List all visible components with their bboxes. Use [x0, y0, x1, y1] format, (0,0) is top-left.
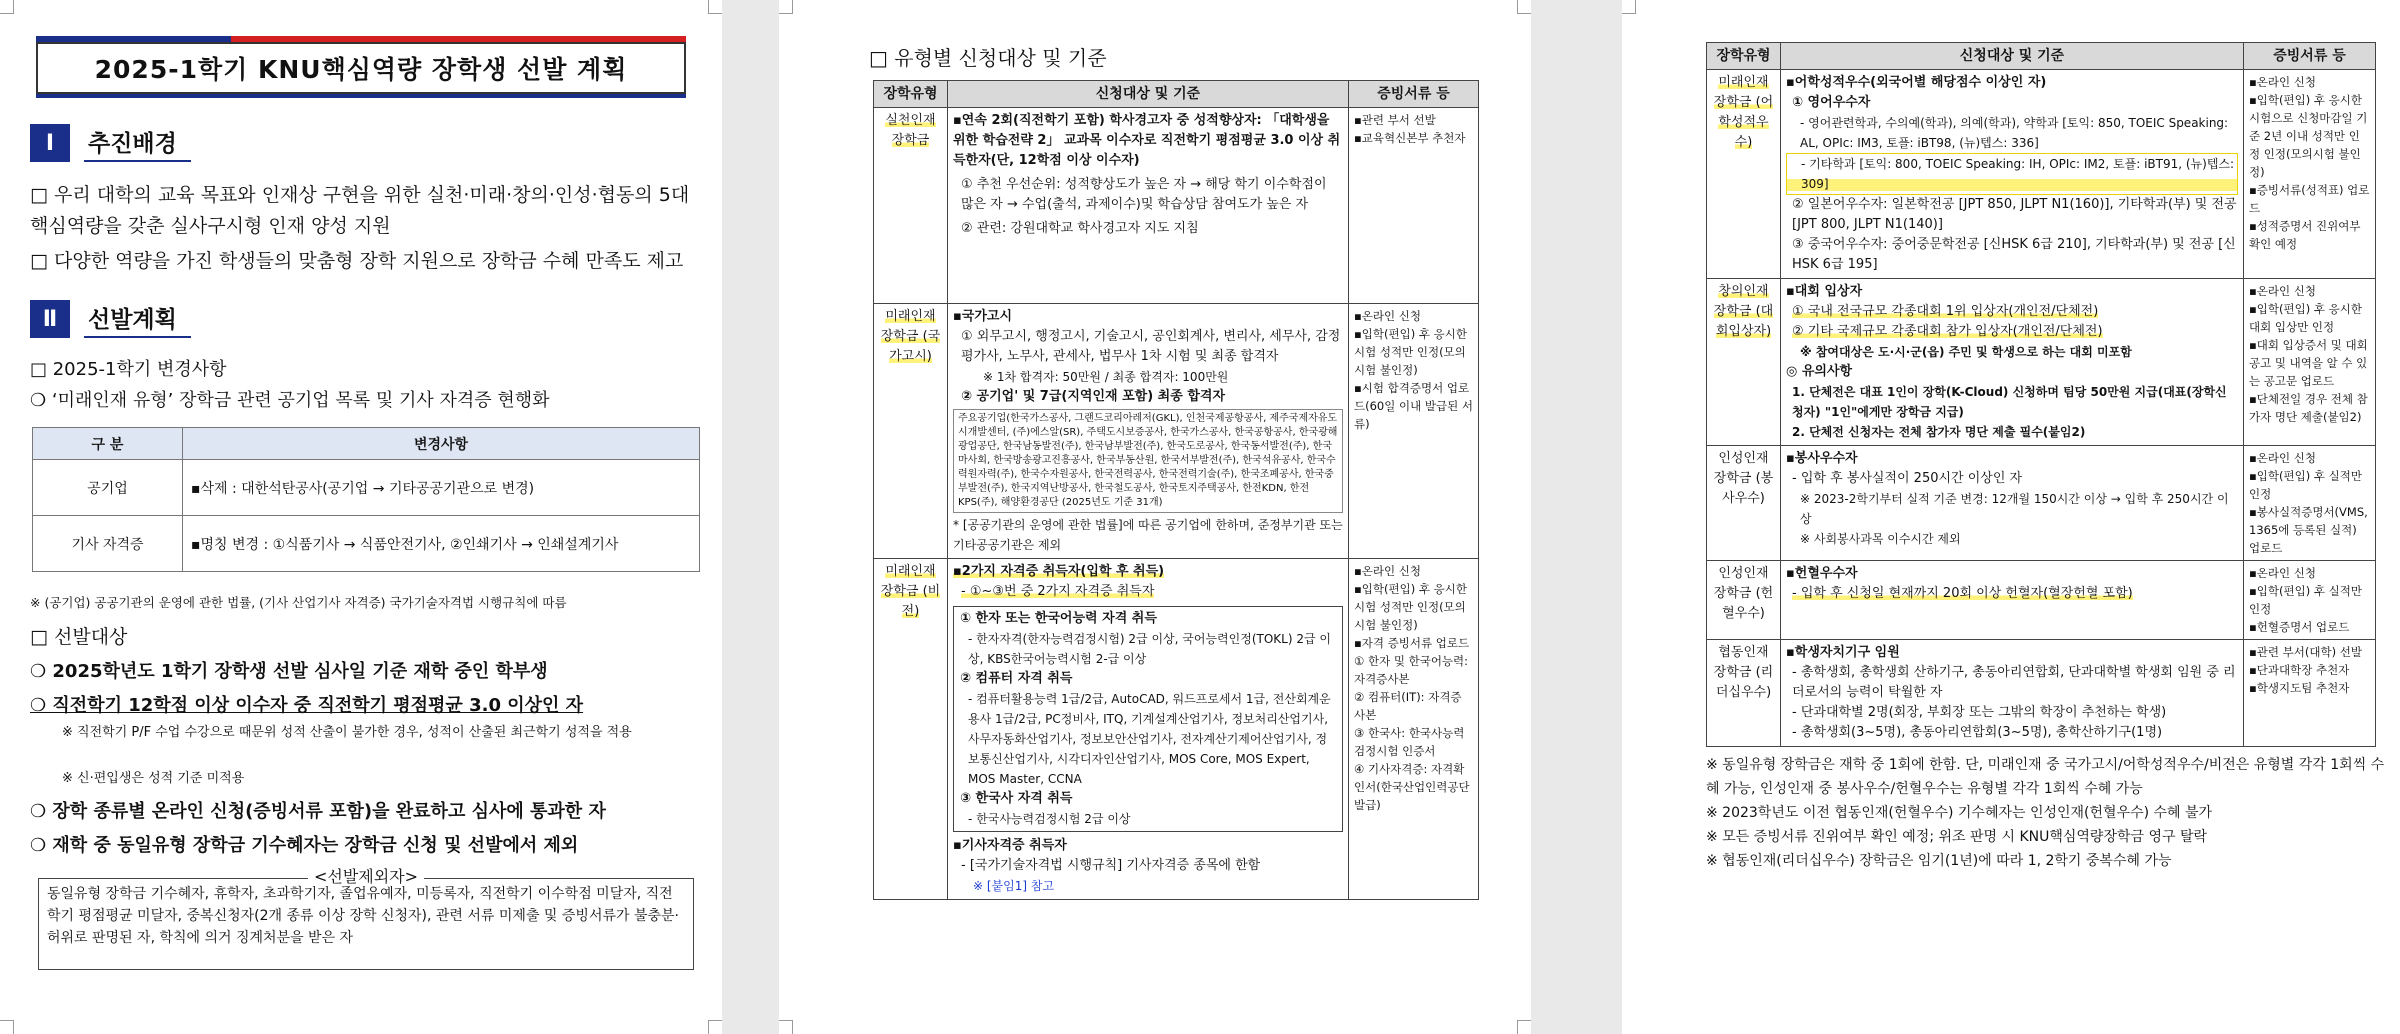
crop-mark — [0, 1020, 14, 1034]
table-header: 장학유형 — [1707, 43, 1781, 70]
title-bar-bottom — [36, 94, 686, 98]
criteria-cell: ▪대회 입상자 ① 국내 전국규모 각종대회 1위 입상자(개인전/단체전) ② 기타 국제규모 각종대회 참가 입상자(개인전/단체전) ※ 참여대상은 도·시·군(읍) 주민 및 학생으로 하는 대회 미포함 ◎ 유의사항 1. 단체전은 대표 1인이 장학(K-Cloud) 신청하며 팀당 50만원 지급(대표(장학신청자) "1인"에게만 장학금 지급) 2. 단체전 신청자는 전체 참가자 명단 제출 필수(붙임2) — [1781, 279, 2244, 446]
section-heading: □ 유형별 신청대상 및 기준 — [869, 46, 1107, 70]
footnote: ※ 동일유형 장학금은 재학 중 1회에 한함. 단, 미래인재 중 국가고시/어학성적우수/비전은 유형별 각각 1회씩 수혜 가능, 인성인재 중 봉사우수/헌혈우수는 유형별 각각 1회씩 수혜 가능 — [1706, 757, 2385, 797]
scholarship-table — [873, 80, 1479, 900]
background-bullet-1: □ 우리 대학의 교육 목표와 인재상 구현을 위한 실천·미래·창의·인성·협동의 5대 핵심역량을 갖춘 실사구시형 인재 양성 지원 — [30, 184, 690, 237]
type-cell: 미래인재 장학금 (어학성적우수) — [1707, 70, 1781, 279]
table-row — [874, 559, 1479, 900]
type-cell: 실천인재 장학금 — [874, 108, 948, 304]
document-page-2 — [779, 0, 1531, 1034]
exclusion-box — [38, 867, 694, 970]
table-row — [1707, 446, 2376, 561]
table-cell: ▪삭제 : 대한석탄공사(공기업 → 기타공공기관으로 변경) — [183, 460, 700, 516]
criteria-cell: ▪헌혈우수자 - 입학 후 신청일 현재까지 20회 이상 헌혈자(혈장헌혈 포함) — [1781, 561, 2244, 640]
section-heading-1 — [30, 124, 191, 162]
crop-mark — [1517, 0, 1531, 14]
exclusion-text: 동일유형 장학금 기수혜자, 휴학자, 초과학기자, 졸업유예자, 미등록자, 직전학기 이수학점 미달자, 직전학기 평점평균 미달자, 중복신청자(2개 종류 이상 장학 신청자), 관련 서류 미제출 및 증빙서류가 불충분·허위로 판명된 자, 학칙에 의거 징계처분을 받은 자 — [47, 886, 679, 946]
evidence-cell: ▪관련 부서 선발 ▪교육혁신본부 추천자 — [1349, 108, 1479, 304]
criteria-cell: ▪국가고시 ① 외무고시, 행정고시, 기술고시, 공인회계사, 변리사, 세무사, 감정평가사, 노무사, 관세사, 법무사 1차 시험 및 최종 합격자 ※ 1차 합격자: 50만원 / 최종 합격자: 100만원 ② 공기업' 및 7급(지역인재 포함) 최종 합격자 주요공기업(한국가스공사, 그랜드코리아레저(GKL), 인천국제공항공사, 제주국제자유도시개발센터, (주)에스알(SR), 주택도시보증공사, 한국가스공사, 한국공항공사, 한국광해광업공단, 한국남동발전(주), 한국남부발전(주), 한국도로공사, 한국동서발전(주), 한국마사회, 한국방송광고진흥공사, 한국부동산원, 한국서부발전(주), 한국석유공사, 한국수력원자력(주), 한국수자원공사, 한국전력공사, 한국전력기술(주), 한국조폐공사, 한국중부발전(주), 한국지역난방공사, 한국철도공사, 한국토지주택공사, 한전KDN, 한전KPS(주), 해양환경공단 (2025년도 기준 31개) * [공공기관의 운영에 관한 법률]에 따른 공기업에 한하며, 준정부기관 또는 기타공공기관은 제외 — [948, 304, 1349, 559]
certificate-box: ① 한자 또는 한국어능력 자격 취득 - 한자자격(한자능력검정시험) 2급 이상, 국어능력인정(TOKL) 2급 이상, KBS한국어능력시험 2-급 이상 ② 컴퓨터 자격 취득 - 컴퓨터활용능력 1급/2급, AutoCAD, 워드프로세서 1급, 전산회계운용사 1급/2급, PC정비사, ITQ, 기계설계산업기사, 정보처리산업기사, 사무자동화산업기사, 정보보안산업기사, 전자계산기제어산업기사, 정보통신산업기사, 시각디자인산업기사, MOS Core, MOS Expert, MOS Master, CCNA ③ 한국사 자격 취득 - 한국사능력검정시험 2급 이상 — [953, 606, 1343, 832]
target-item-3: ❍ 장학 종류별 온라인 신청(증빙서류 포함)을 완료하고 심사에 통과한 자 — [30, 801, 606, 822]
footnote: ※ 2023학년도 이전 협동인재(헌혈우수) 기수혜자는 인성인재(헌혈우수) 수혜 불가 — [1706, 805, 2213, 821]
crop-mark — [0, 0, 14, 14]
target-note-2: ※ 신·편입생은 성적 기준 미적용 — [62, 771, 245, 786]
crop-mark — [779, 0, 793, 14]
page-title: 2025-1학기 KNU핵심역량 장학생 선발 계획 — [36, 42, 686, 94]
section-number: Ⅰ — [30, 124, 70, 162]
section-heading-2 — [30, 300, 191, 338]
table-header: 구 분 — [33, 428, 183, 460]
evidence-cell: ▪온라인 신청 ▪입학(편입) 후 실적만 인정 ▪봉사실적증명서(VMS, 1365에 등록된 실적) 업로드 — [2244, 446, 2376, 561]
target-item-2: ❍ 직전학기 12학점 이상 이수자 중 직전학기 평점평균 3.0 이상인 자 — [30, 695, 584, 716]
footnote: ※ 모든 증빙서류 진위여부 확인 예정; 위조 판명 시 KNU핵심역량장학금 영구 탈락 — [1706, 829, 2208, 845]
evidence-cell: ▪온라인 신청 ▪입학(편입) 후 응시한 대회 입상만 인정 ▪대회 입상증서 및 대회 공고 및 내역을 알 수 있는 공고문 업로드 ▪단체전일 경우 전체 참가자 명단 제출(붙임2) — [2244, 279, 2376, 446]
target-item-1: ❍ 2025학년도 1학기 장학생 선발 심사일 기준 재학 중인 학부생 — [30, 661, 548, 682]
table-header: 증빙서류 등 — [1349, 81, 1479, 108]
type-cell: 인성인재 장학금 (봉사우수) — [1707, 446, 1781, 561]
table-row — [33, 516, 700, 572]
table-cell: ▪명칭 변경 : ①식품기사 → 식품안전기사, ②인쇄기사 → 인쇄설계기사 — [183, 516, 700, 572]
table-row — [874, 304, 1479, 559]
evidence-cell: ▪관련 부서(대학) 선발 ▪단과대학장 추천자 ▪학생지도팀 추천자 — [2244, 640, 2376, 747]
type-cell: 인성인재 장학금 (헌혈우수) — [1707, 561, 1781, 640]
background-bullet-2: □ 다양한 역량을 가진 학생들의 맞춤형 장학 지원으로 장학금 수혜 만족도 제고 — [30, 250, 684, 272]
type-cell: 미래인재 장학금 (국가고시) — [874, 304, 948, 559]
section-number: Ⅱ — [30, 300, 70, 338]
table-row — [1707, 70, 2376, 279]
criteria-cell: ▪학생자치기구 임원 - 총학생회, 총학생회 산하기구, 총동아리연합회, 단과대학별 학생회 임원 중 리더로서의 능력이 탁월한 자 - 단과대학별 2명(회장, 부회장 또는 그밖의 학장이 추천하는 학생) - 총학생회(3~5명), 총동아리연합회(3~5명), 총학산하기구(1명) — [1781, 640, 2244, 747]
document-page-1 — [0, 0, 722, 1034]
scholarship-table-continued — [1706, 42, 2376, 747]
crop-mark — [708, 0, 722, 14]
section-label: 추진배경 — [84, 125, 191, 162]
type-cell: 협동인재 장학금 (리더십우수) — [1707, 640, 1781, 747]
type-cell: 미래인재 장학금 (비전) — [874, 559, 948, 900]
table-row — [1707, 279, 2376, 446]
changes-subheading: ❍ ‘미래인재 유형’ 장학금 관련 공기업 목록 및 기사 자격증 현행화 — [30, 390, 550, 411]
crop-mark — [779, 1020, 793, 1034]
table-header: 장학유형 — [874, 81, 948, 108]
exclusion-caption: <선발제외자> — [39, 866, 693, 889]
footnote: ※ 협동인재(리더십우수) 장학금은 임기(1년)에 따라 1, 2학기 중복수혜 가능 — [1706, 853, 2172, 869]
crop-mark — [1622, 0, 1636, 14]
public-company-list: 주요공기업(한국가스공사, 그랜드코리아레저(GKL), 인천국제공항공사, 제주국제자유도시개발센터, (주)에스알(SR), 주택도시보증공사, 한국가스공사, 한국공항공사, 한국광해광업공단, 한국남동발전(주), 한국남부발전(주), 한국도로공사, 한국동서발전(주), 한국마사회, 한국방송광고진흥공사, 한국부동산원, 한국서부발전(주), 한국석유공사, 한국수력원자력(주), 한국수자원공사, 한국전력공사, 한국전력기술(주), 한국조폐공사, 한국중부발전(주), 한국지역난방공사, 한국철도공사, 한국토지주택공사, 한전KDN, 한전KPS(주), 해양환경공단 (2025년도 기준 31개) — [953, 409, 1343, 513]
criteria-cell: ▪봉사우수자 - 입학 후 봉사실적이 250시간 이상인 자 ※ 2023-2학기부터 실적 기준 변경: 12개월 150시간 이상 → 입학 후 250시간 이상 ※ 사회봉사과목 이수시간 제외 — [1781, 446, 2244, 561]
target-item-4: ❍ 재학 중 동일유형 장학금 기수혜자는 장학금 신청 및 선발에서 제외 — [30, 835, 579, 856]
table-header: 변경사항 — [183, 428, 700, 460]
footnotes — [1706, 753, 2386, 873]
evidence-cell: ▪온라인 신청 ▪입학(편입) 후 응시한 시험으로 신청마감일 기준 2년 이내 성적만 인정 인정(모의시험 불인정) ▪증빙서류(성적표) 업로드 ▪성적증명서 진위여부 확인 예정 — [2244, 70, 2376, 279]
criteria-cell: ▪2가지 자격증 취득자(입학 후 취득) - ①~③번 중 2가지 자격증 취득자 ① 한자 또는 한국어능력 자격 취득 - 한자자격(한자능력검정시험) 2급 이상, 국어능력인정(TOKL) 2급 이상, KBS한국어능력시험 2-급 이상 ② 컴퓨터 자격 취득 - 컴퓨터활용능력 1급/2급, AutoCAD, 워드프로세서 1급, 전산회계운용사 1급/2급, PC정비사, ITQ, 기계설계산업기사, 정보처리산업기사, 사무자동화산업기사, 정보보안산업기사, 전자계산기제어산업기사, 정보통신산업기사, 시각디자인산업기사, MOS Core, MOS Expert, MOS Master, CCNA ③ 한국사 자격 취득 - 한국사능력검정시험 2급 이상 ▪기사자격증 취득자 - [국가기술자격법 시행규칙] 기사자격증 종목에 한함 ※ [붙임1] 참고 — [948, 559, 1349, 900]
target-note-1: ※ 직전학기 P/F 수업 수강으로 때문위 성적 산출이 불가한 경우, 성적이 산출된 최근학기 성적을 적용 — [62, 725, 632, 740]
section-label: 선발계획 — [84, 301, 191, 338]
table-row — [33, 460, 700, 516]
evidence-cell: ▪온라인 신청 ▪입학(편입) 후 응시한 시험 성적만 인정(모의시험 불인정) ▪자격 증빙서류 업로드 ① 한자 및 한국어능력: 자격증사본 ② 컴퓨터(IT): 자격증 사본 ③ 한국사: 한국사능력검정시험 인증서 ④ 기사자격증: 자격확인서(한국산업인력공단 발급) — [1349, 559, 1479, 900]
evidence-cell: ▪온라인 신청 ▪입학(편입) 후 응시한 시험 성적만 인정(모의시험 불인정) ▪시험 합격증명서 업로드(60일 이내 발급된 서류) — [1349, 304, 1479, 559]
table-row — [1707, 640, 2376, 747]
target-heading: □ 선발대상 — [30, 626, 128, 648]
type-cell: 창의인재 장학금 (대회입상자) — [1707, 279, 1781, 446]
criteria-cell: ▪어학성적우수(외국어별 해당점수 이상인 자) ① 영어우수자 - 영어관련학과, 수의예(학과), 의예(학과), 약학과 [토익: 850, TOEIC Speaking: AL, OPIc: IM3, 토플: iBT98, (뉴)텝스: 336] - 기타학과 [토익: 800, TOEIC Speaking: IH, OPIc: IM2, 토플: iBT91, (뉴)텝스: 309] ② 일본어우수자: 일본학전공 [JPT 850, JLPT N1(160)], 기타학과(부) 및 전공 [JPT 800, JLPT N1(140)] ③ 중국어우수자: 중어중문학전공 [신HSK 6급 210], 기타학과(부) 및 전공 [신HSK 6급 195] — [1781, 70, 2244, 279]
table-header: 신청대상 및 기준 — [1781, 43, 2244, 70]
changes-heading: □ 2025-1학기 변경사항 — [30, 359, 227, 380]
document-page-3 — [1622, 0, 2400, 1034]
table-cell: 공기업 — [33, 460, 183, 516]
evidence-cell: ▪온라인 신청 ▪입학(편입) 후 실적만 인정 ▪헌혈증명서 업로드 — [2244, 561, 2376, 640]
table-row — [1707, 561, 2376, 640]
criteria-cell: ▪연속 2회(직전학기 포함) 학사경고자 중 성적향상자: 「대학생을 위한 학습전략 2」 교과목 이수자로 직전학기 평점평균 3.0 이상 취득한자(단, 12학점 이상 이수자) ① 추천 우선순위: 성적향상도가 높은 자 → 해당 학기 이수학점이 많은 자 → 수업(출석, 과제이수)및 학습상담 참여도가 높은 자 ② 관련: 강원대학교 학사경고자 지도 지침 — [948, 108, 1349, 304]
table-row — [874, 108, 1479, 304]
crop-mark — [708, 1020, 722, 1034]
table-header: 신청대상 및 기준 — [948, 81, 1349, 108]
table-cell: 기사 자격증 — [33, 516, 183, 572]
changes-table — [32, 427, 700, 572]
law-note: ※ (공기업) 공공기관의 운영에 관한 법률, (기사 산업기사 자격증) 국가기술자격법 시행규칙에 따름 — [30, 595, 567, 610]
table-header: 증빙서류 등 — [2244, 43, 2376, 70]
crop-mark — [1517, 1020, 1531, 1034]
